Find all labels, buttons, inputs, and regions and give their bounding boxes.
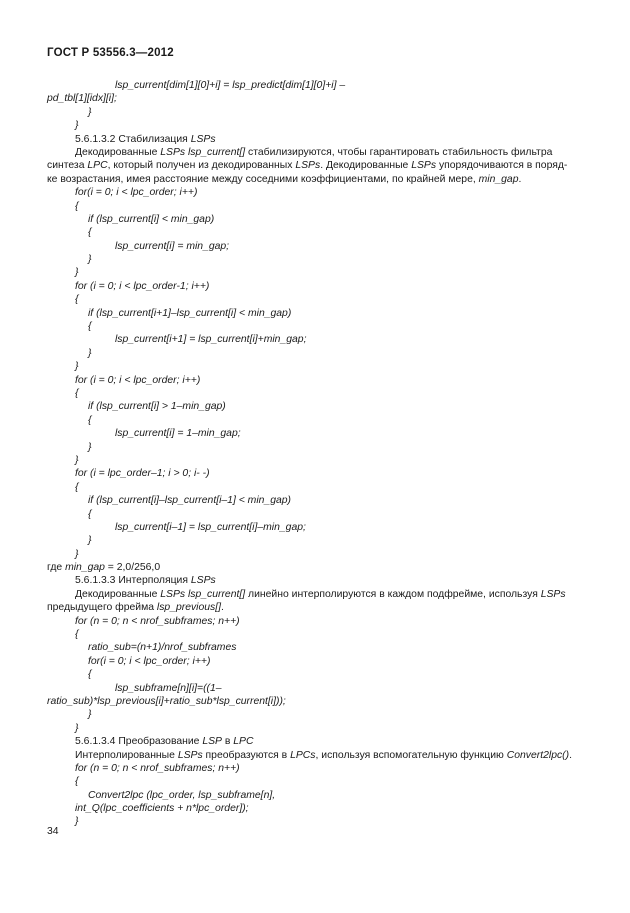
text-line (47, 655, 592, 668)
text-segment: преобразуются в (202, 749, 291, 761)
italic-segment: pd_tbl[1][idx][i]; (47, 93, 117, 105)
text-line (47, 320, 592, 333)
italic-segment: LSPs lsp_current[] (160, 146, 246, 158)
text-line (47, 414, 592, 427)
italic-segment: lsp_current[dim[1][0]+i] = lsp_predict[dim[1][0]+i] – (115, 80, 346, 91)
italic-segment: { (88, 669, 92, 681)
italic-segment: LPC (233, 736, 254, 748)
italic-segment: ratio_sub)*lsp_previous[i]+ratio_sub*lsp_current[i])); (47, 695, 286, 707)
text-line (47, 467, 592, 480)
text-line (47, 802, 592, 815)
italic-segment: LSPs (190, 575, 216, 587)
italic-segment: { (75, 629, 79, 641)
text-line (47, 427, 592, 440)
text-line (47, 588, 592, 601)
italic-segment: min_gap (478, 173, 519, 185)
italic-segment: if (lsp_current[i+1]–lsp_current[i] < min_gap) (88, 307, 292, 319)
italic-segment: { (75, 387, 79, 399)
text-segment: . (518, 173, 522, 185)
italic-segment: } (75, 454, 79, 466)
italic-segment: for (i = 0; i < lpc_order-1; i++) (75, 280, 210, 292)
text-line (47, 534, 592, 547)
text-line (47, 347, 592, 360)
italic-segment: for (i = lpc_order–1; i > 0; i- -) (75, 468, 210, 480)
text-segment: Декодированные (75, 588, 161, 600)
italic-segment: LSPs (411, 160, 437, 172)
text-segment: . Декодированные (320, 160, 412, 172)
text-line (47, 481, 592, 494)
text-line (47, 454, 592, 467)
italic-segment: LSPs (177, 749, 203, 761)
text-line (47, 641, 592, 654)
document-body (47, 79, 592, 829)
italic-segment: } (75, 548, 79, 560)
italic-segment: LSPs (295, 160, 321, 172)
text-line (47, 682, 592, 695)
italic-segment: if (lsp_current[i] > 1–min_gap) (88, 401, 226, 413)
text-line (47, 574, 592, 587)
italic-segment: for (i = 0; i < lpc_order; i++) (75, 374, 201, 386)
page-number: 34 (47, 826, 59, 837)
italic-segment: { (88, 508, 92, 520)
text-segment: 5.6.1.3.3 Интерполяция (75, 575, 191, 587)
text-line (47, 789, 592, 802)
italic-segment: for (n = 0; n < nrof_subframes; n++) (75, 762, 240, 774)
text-segment: , используя вспомогательную функцию (315, 749, 507, 761)
text-segment: синтеза (47, 160, 88, 172)
italic-segment: } (75, 816, 79, 828)
text-line (47, 106, 592, 119)
italic-segment: LSP (202, 736, 222, 748)
italic-segment: LPCs (290, 749, 316, 761)
text-segment: упорядочиваются в поряд- (436, 160, 568, 172)
italic-segment: } (88, 106, 92, 118)
text-line (47, 508, 592, 521)
italic-segment: } (88, 709, 92, 721)
italic-segment: { (88, 414, 92, 426)
text-line (47, 762, 592, 775)
italic-segment: lsp_current[i–1] = lsp_current[i]–min_gap; (115, 521, 306, 533)
text-line (47, 253, 592, 266)
text-line (47, 159, 592, 172)
italic-segment: { (75, 200, 79, 212)
italic-segment: { (75, 294, 79, 306)
text-line (47, 119, 592, 132)
italic-segment: } (88, 535, 92, 547)
italic-segment: for(i = 0; i < lpc_order; i++) (88, 655, 211, 667)
text-line (47, 601, 592, 614)
text-segment: . (221, 602, 224, 614)
text-line (47, 548, 592, 561)
text-segment: Интерполированные (75, 749, 178, 761)
italic-segment: LSPs lsp_current[] (160, 588, 246, 600)
italic-segment: } (75, 120, 79, 132)
text-line (47, 441, 592, 454)
page-header: ГОСТ Р 53556.3—2012 (47, 47, 174, 59)
text-segment: ке возрастания, имея расстояние между соседними коэффициентами, по крайней мере, (47, 173, 479, 185)
italic-segment: } (75, 361, 79, 373)
italic-segment: lsp_current[i] = 1–min_gap; (115, 428, 241, 440)
italic-segment: { (88, 321, 92, 333)
text-line (47, 240, 592, 253)
text-segment: . (569, 749, 572, 761)
text-line (47, 213, 592, 226)
text-line (47, 521, 592, 534)
text-segment: стабилизируются, чтобы гарантировать стабильность фильтра (245, 146, 553, 158)
text-line (47, 387, 592, 400)
text-segment: 5.6.1.3.4 Преобразование (75, 736, 203, 748)
italic-segment: LSPs (190, 133, 216, 145)
text-segment: , который получен из декодированных (107, 160, 296, 172)
text-line (47, 79, 592, 92)
text-segment: = 2,0/256,0 (104, 562, 161, 574)
italic-segment: lsp_current[i] = min_gap; (115, 240, 230, 252)
text-line (47, 561, 592, 574)
text-line (47, 615, 592, 628)
text-line (47, 695, 592, 708)
text-line (47, 722, 592, 735)
text-line (47, 360, 592, 373)
text-line (47, 708, 592, 721)
text-segment: в (221, 736, 234, 748)
italic-segment: { (75, 776, 79, 788)
text-line (47, 815, 592, 828)
italic-segment: { (88, 227, 92, 239)
italic-segment: ratio_sub=(n+1)/nrof_subframes (88, 642, 237, 654)
italic-segment: for(i = 0; i < lpc_order; i++) (75, 187, 198, 199)
text-line (47, 374, 592, 387)
italic-segment: for (n = 0; n < nrof_subframes; n++) (75, 615, 240, 627)
text-line (47, 92, 592, 105)
text-line (47, 333, 592, 346)
text-line (47, 133, 592, 146)
italic-segment: } (88, 441, 92, 453)
italic-segment: lsp_previous[] (156, 602, 222, 614)
italic-segment: } (75, 267, 79, 279)
italic-segment: Convert2lpc() (506, 749, 570, 761)
text-line (47, 735, 592, 748)
italic-segment: min_gap (65, 562, 105, 574)
text-segment: предыдущего фрейма (47, 602, 157, 614)
italic-segment: if (lsp_current[i] < min_gap) (88, 213, 215, 225)
italic-segment: lsp_current[i+1] = lsp_current[i]+min_gap; (115, 334, 307, 346)
text-line (47, 280, 592, 293)
italic-segment: LSPs (540, 588, 566, 600)
text-line (47, 200, 592, 213)
text-line (47, 749, 592, 762)
text-line (47, 668, 592, 681)
text-line (47, 494, 592, 507)
italic-segment: } (75, 722, 79, 734)
text-line (47, 173, 592, 186)
italic-segment: int_Q(lpc_coefficients + n*lpc_order]); (75, 803, 249, 815)
text-line (47, 307, 592, 320)
text-segment: линейно интерполируются в каждом подфрейме, используя (245, 588, 541, 600)
text-line (47, 775, 592, 788)
italic-segment: } (88, 254, 92, 266)
text-segment: где (47, 562, 66, 574)
italic-segment: Convert2lpc (lpc_order, lsp_subframe[n], (88, 789, 276, 801)
italic-segment: LPC (87, 160, 108, 172)
text-line (47, 266, 592, 279)
italic-segment: lsp_subframe[n][i]=((1– (115, 682, 222, 694)
italic-segment: if (lsp_current[i]–lsp_current[i–1] < min_gap) (88, 495, 292, 507)
text-segment: Декодированные (75, 146, 161, 158)
italic-segment: } (88, 347, 92, 359)
text-line (47, 400, 592, 413)
text-line (47, 628, 592, 641)
text-line (47, 186, 592, 199)
text-line (47, 226, 592, 239)
text-line (47, 146, 592, 159)
text-line (47, 293, 592, 306)
italic-segment: { (75, 481, 79, 493)
text-segment: 5.6.1.3.2 Стабилизация (75, 133, 191, 145)
